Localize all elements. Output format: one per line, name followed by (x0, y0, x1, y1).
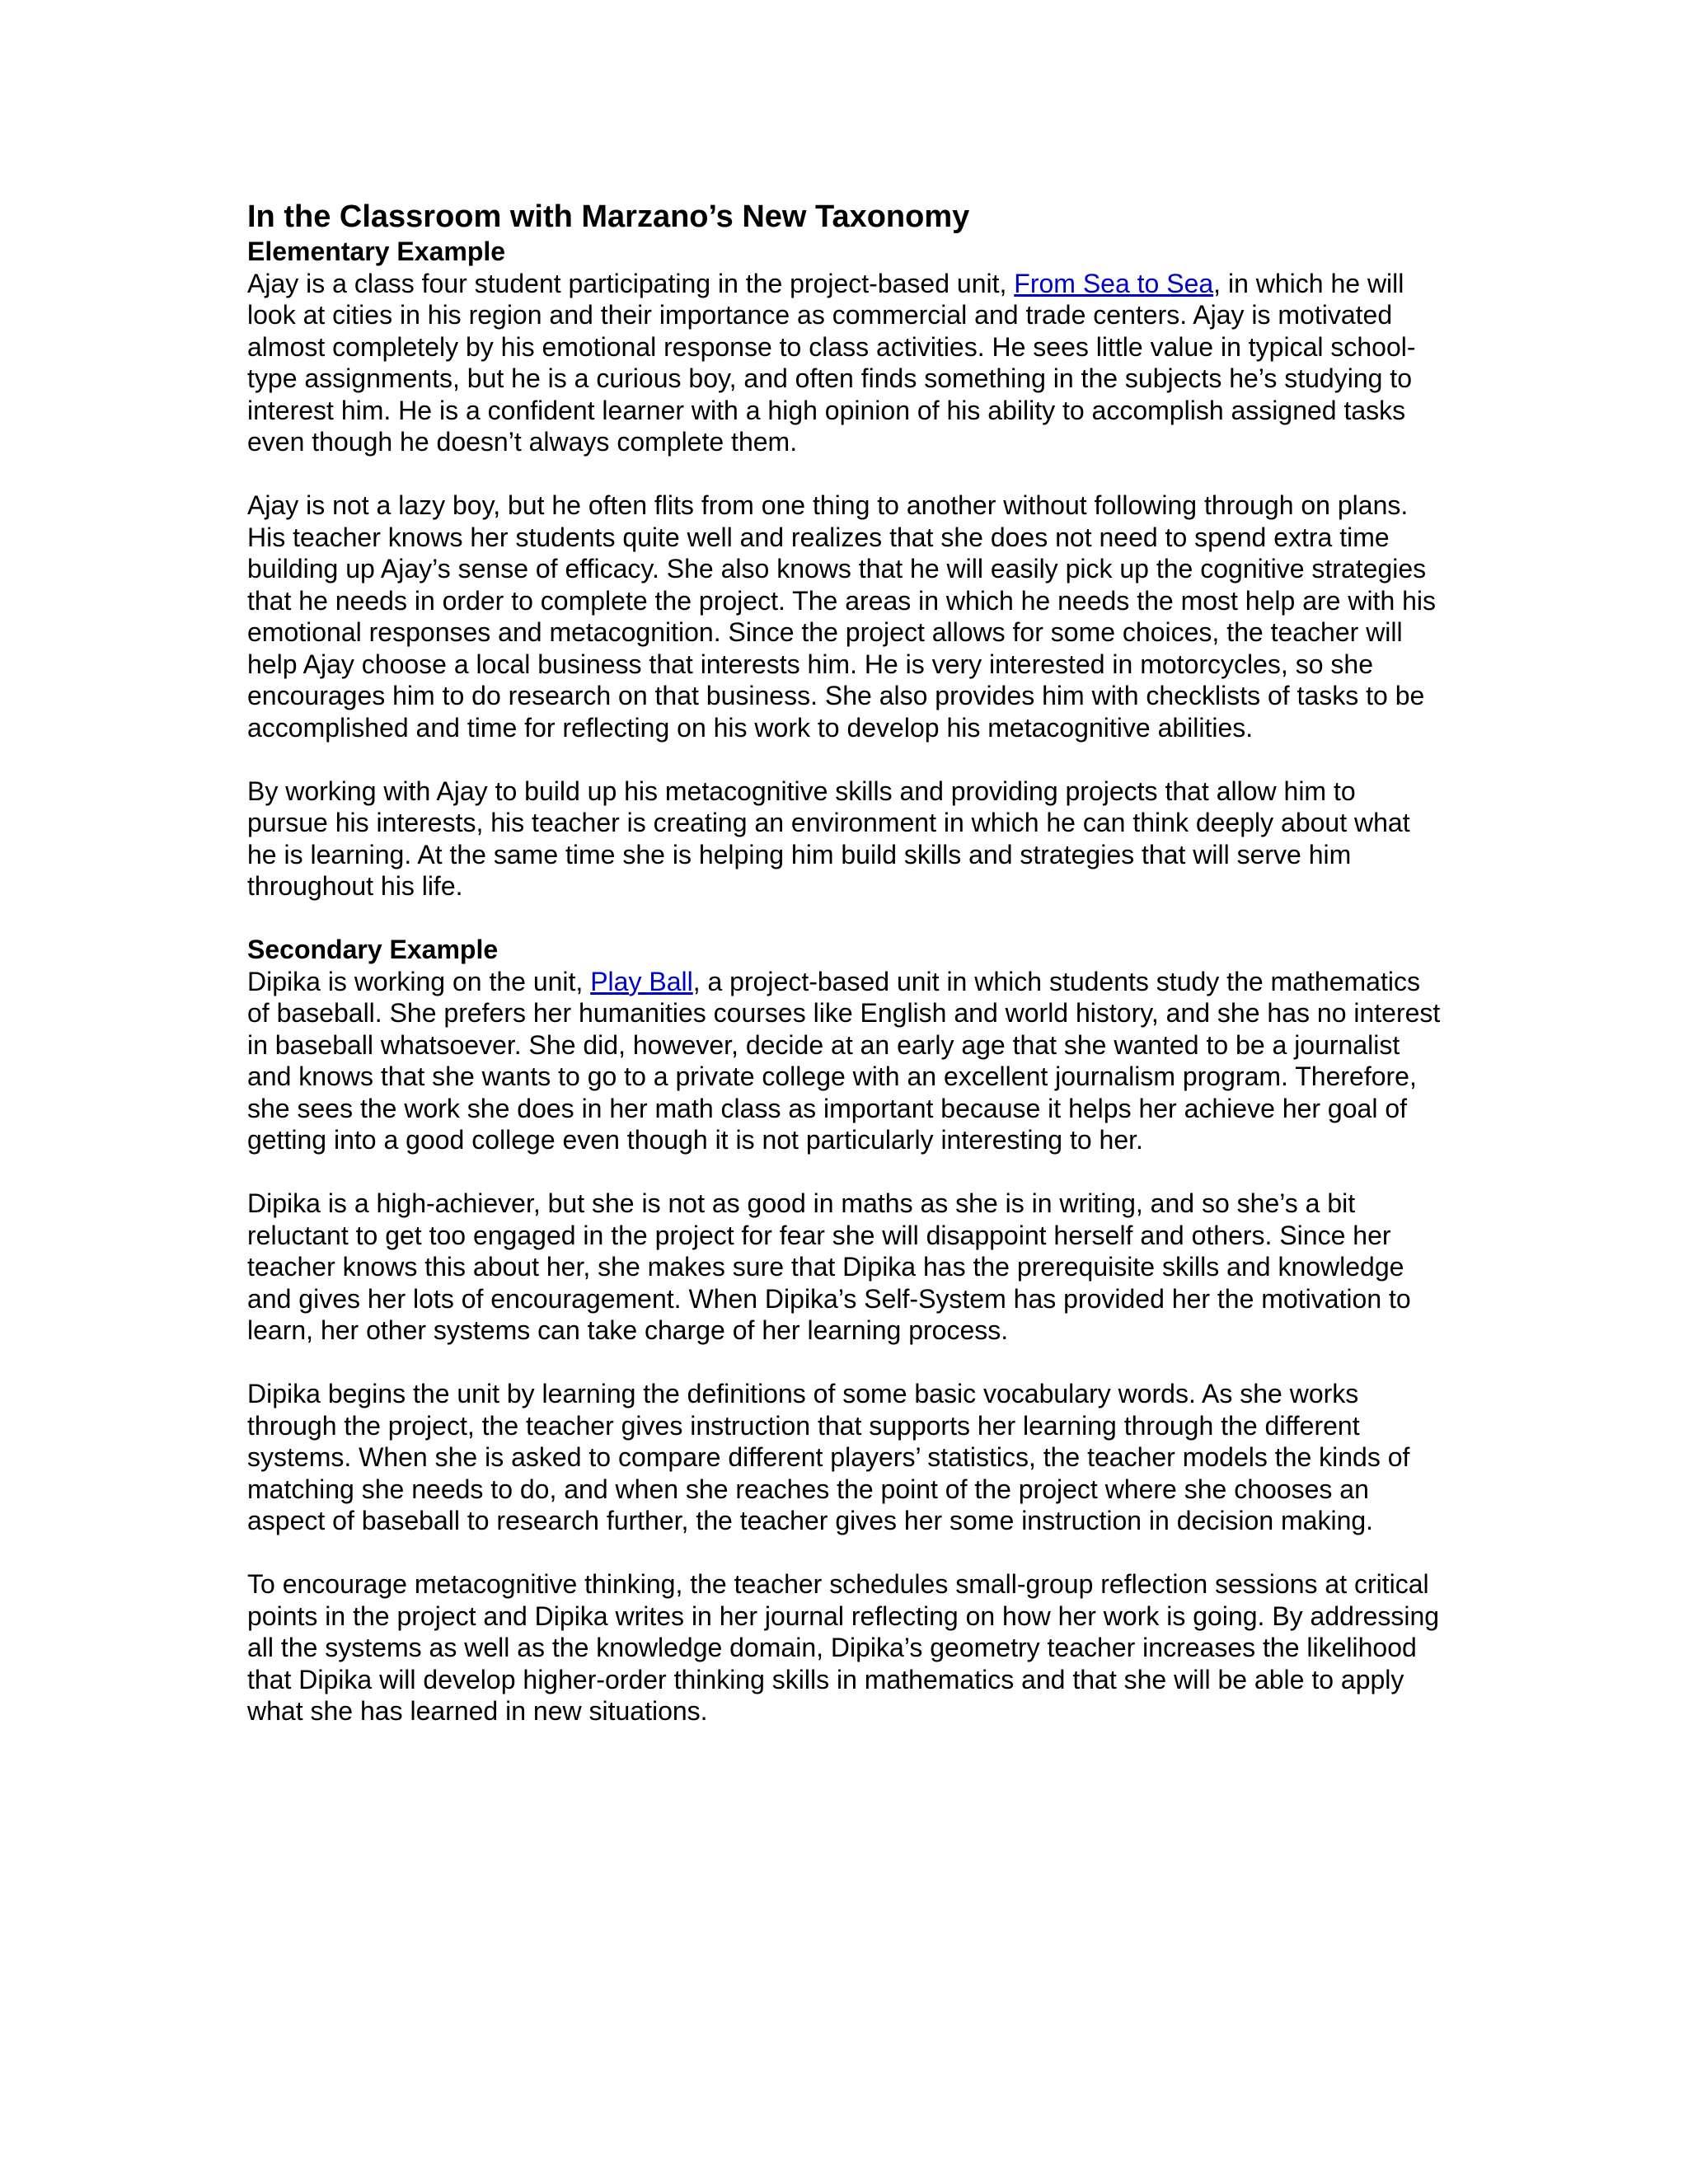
secondary-p1-text-after: , a project-based unit in which students study the mathematics of baseball. She prefers her humanities courses like English and world history, and she has no interest in baseball whatsoever. She did, however, decide at an early age that she wanted to be a journalist and knows that she wants to go to a private college with an excellent journalism program. Therefore, she sees the work she does in her math class as important because it helps her achieve her goal of getting into a good college even though it is not particularly interesting to her. (247, 966, 1441, 1155)
paragraph-gap (247, 1156, 1442, 1188)
paragraph-gap (247, 1537, 1442, 1569)
secondary-heading: Secondary Example (247, 935, 499, 964)
paragraph-gap (247, 743, 1442, 776)
elementary-p1-text-after: , in which he will look at cities in his region and their importance as commercial and trade centers. Ajay is motivated almost completely by his emotional response to class activities. He sees little value in typical school-type assignments, but he is a curious boy, and often finds something in the subjects he’s studying to interest him. He is a confident learner with a high opinion of his ability to accomplish assigned tasks even though he doesn’t always complete them. (247, 268, 1416, 457)
elementary-p1-text-before: Ajay is a class four student participating in the project-based unit, (247, 268, 1015, 298)
document-page (247, 198, 1442, 1727)
play-ball-link[interactable]: Play Ball (590, 966, 693, 996)
elementary-paragraph-1 (247, 268, 1442, 458)
document-title: In the Classroom with Marzano’s New Taxonomy (247, 199, 970, 234)
secondary-paragraph-1 (247, 966, 1442, 1156)
secondary-paragraph-2: Dipika is a high-achiever, but she is not as good in maths as she is in writing, and so she’s a bit reluctant to get too engaged in the project for fear she will disappoint herself and others. Since her teacher knows this about her, she makes sure that Dipika has the prerequisite skills and knowledge and gives her lots of encouragement. When Dipika’s Self-System has provided her the motivation to learn, her other systems can take charge of her learning process. (247, 1188, 1411, 1345)
elementary-paragraph-3: By working with Ajay to build up his metacognitive skills and providing projects that allow him to pursue his interests, his teacher is creating an environment in which he can think deeply about what he is learning. At the same time she is helping him build skills and strategies that will serve him throughout his life. (247, 776, 1410, 901)
elementary-paragraph-2: Ajay is not a lazy boy, but he often flits from one thing to another without following through on plans. His teacher knows her students quite well and realizes that she does not need to spend extra time building up Ajay’s sense of efficacy. She also knows that he will easily pick up the cognitive strategies that he needs in order to complete the project. The areas in which he needs the most help are with his emotional responses and metacognition. Since the project allows for some choices, the teacher will help Ajay choose a local business that interests him. He is very interested in motorcycles, so she encourages him to do research on that business. She also provides him with checklists of tasks to be accomplished and time for reflecting on his work to develop his metacognitive abilities. (247, 490, 1437, 743)
secondary-p1-text-before: Dipika is working on the unit, (247, 966, 591, 996)
elementary-heading: Elementary Example (247, 237, 506, 266)
paragraph-gap (247, 902, 1442, 935)
secondary-paragraph-3: Dipika begins the unit by learning the definitions of some basic vocabulary words. As she works through the project, the teacher gives instruction that supports her learning through the different systems. When she is asked to compare different players’ statistics, the teacher models the kinds of matching she needs to do, and when she reaches the point of the project where she chooses an aspect of baseball to research further, the teacher gives her some instruction in decision making. (247, 1379, 1410, 1535)
secondary-paragraph-4: To encourage metacognitive thinking, the teacher schedules small-group reflection sessions at critical points in the project and Dipika writes in her journal reflecting on how her work is going. By addressing all the systems as well as the knowledge domain, Dipika’s geometry teacher increases the likelihood that Dipika will develop higher-order thinking skills in mathematics and that she will be able to apply what she has learned in new situations. (247, 1569, 1440, 1726)
paragraph-gap (247, 458, 1442, 490)
paragraph-gap (247, 1347, 1442, 1379)
from-sea-to-sea-link[interactable]: From Sea to Sea (1014, 268, 1214, 298)
